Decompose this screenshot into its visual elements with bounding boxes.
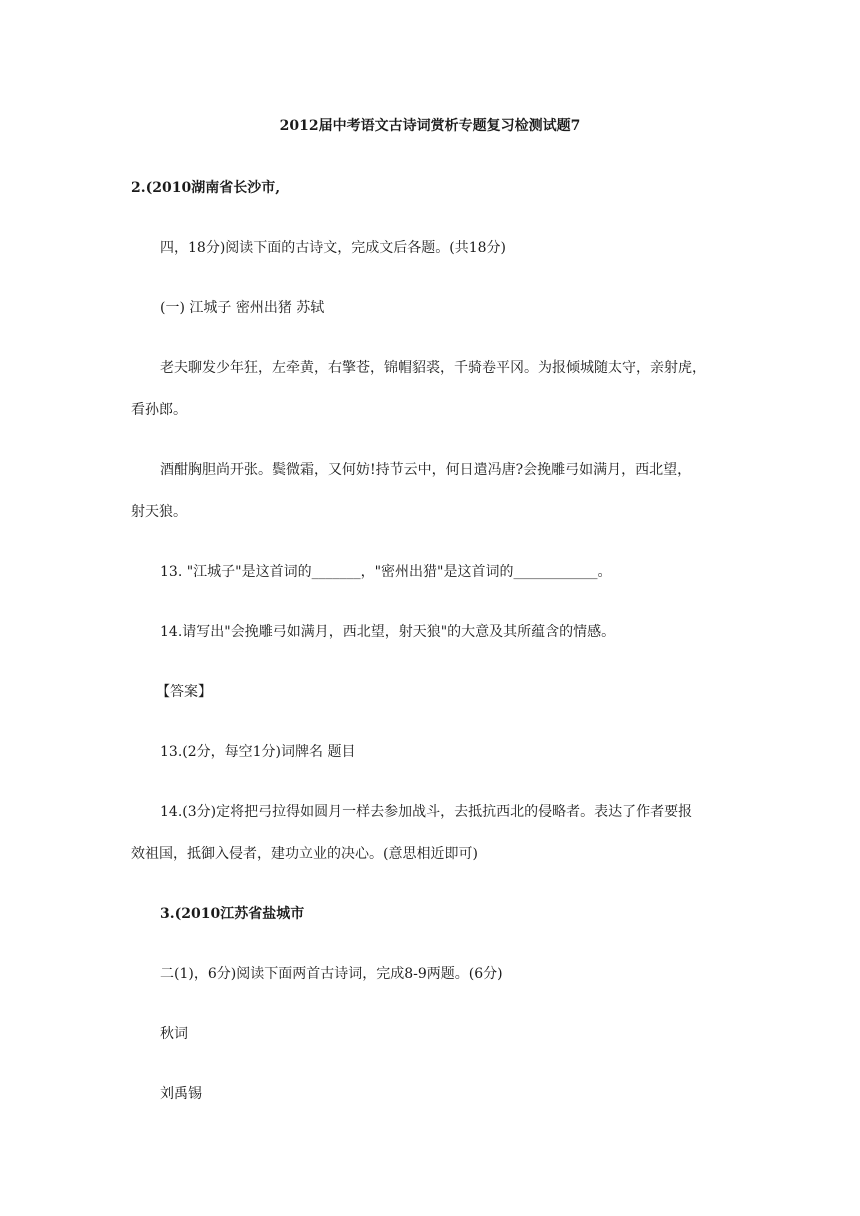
section-intro: 二(1)，6分)阅读下面两首古诗词，完成8-9两题。(6分) xyxy=(160,966,503,982)
section-intro: 四，18分)阅读下面的古诗文，完成文后各题。(共18分) xyxy=(160,240,507,256)
poem-text-line: 老夫聊发少年狂，左牵黄，右擎苍，锦帽貂裘，千骑卷平冈。为报倾城随太守，亲射虎， xyxy=(160,360,706,376)
document-title: 2012届中考语文古诗词赏析专题复习检测试题7 xyxy=(279,118,581,134)
poem-text-line: 酒酣胸胆尚开张。鬓微霜，又何妨!持节云中，何日遣冯唐?会挽雕弓如满月，西北望， xyxy=(160,462,692,478)
answer-13: 13.(2分，每空1分)词牌名 题目 xyxy=(160,744,356,760)
question-13: 13. "江城子"是这首词的_______，"密州出猎"是这首词的____________。 xyxy=(160,564,612,580)
section-heading-changsha: 2.(2010湖南省长沙市, xyxy=(131,180,281,196)
poem-author: 刘禹锡 xyxy=(160,1086,202,1102)
poem-text-line: 看孙郎。 xyxy=(131,402,187,418)
question-14: 14.请写出"会挽雕弓如满月，西北望，射天狼"的大意及其所蕴含的情感。 xyxy=(160,624,616,640)
poem-text-line: 射天狼。 xyxy=(131,504,187,520)
answer-14: 14.(3分)定将把弓拉得如圆月一样去参加战斗，去抵抗西北的侵略者。表达了作者要报 xyxy=(160,804,693,820)
answer-label: 【答案】 xyxy=(156,684,212,700)
poem-title: (一) 江城子 密州出猪 苏轼 xyxy=(160,300,325,316)
poem-title: 秋词 xyxy=(160,1026,188,1042)
answer-14-continued: 效祖国，抵御入侵者，建功立业的决心。(意思相近即可) xyxy=(131,846,478,862)
section-heading-yancheng: 3.(2010江苏省盐城市 xyxy=(160,906,305,922)
